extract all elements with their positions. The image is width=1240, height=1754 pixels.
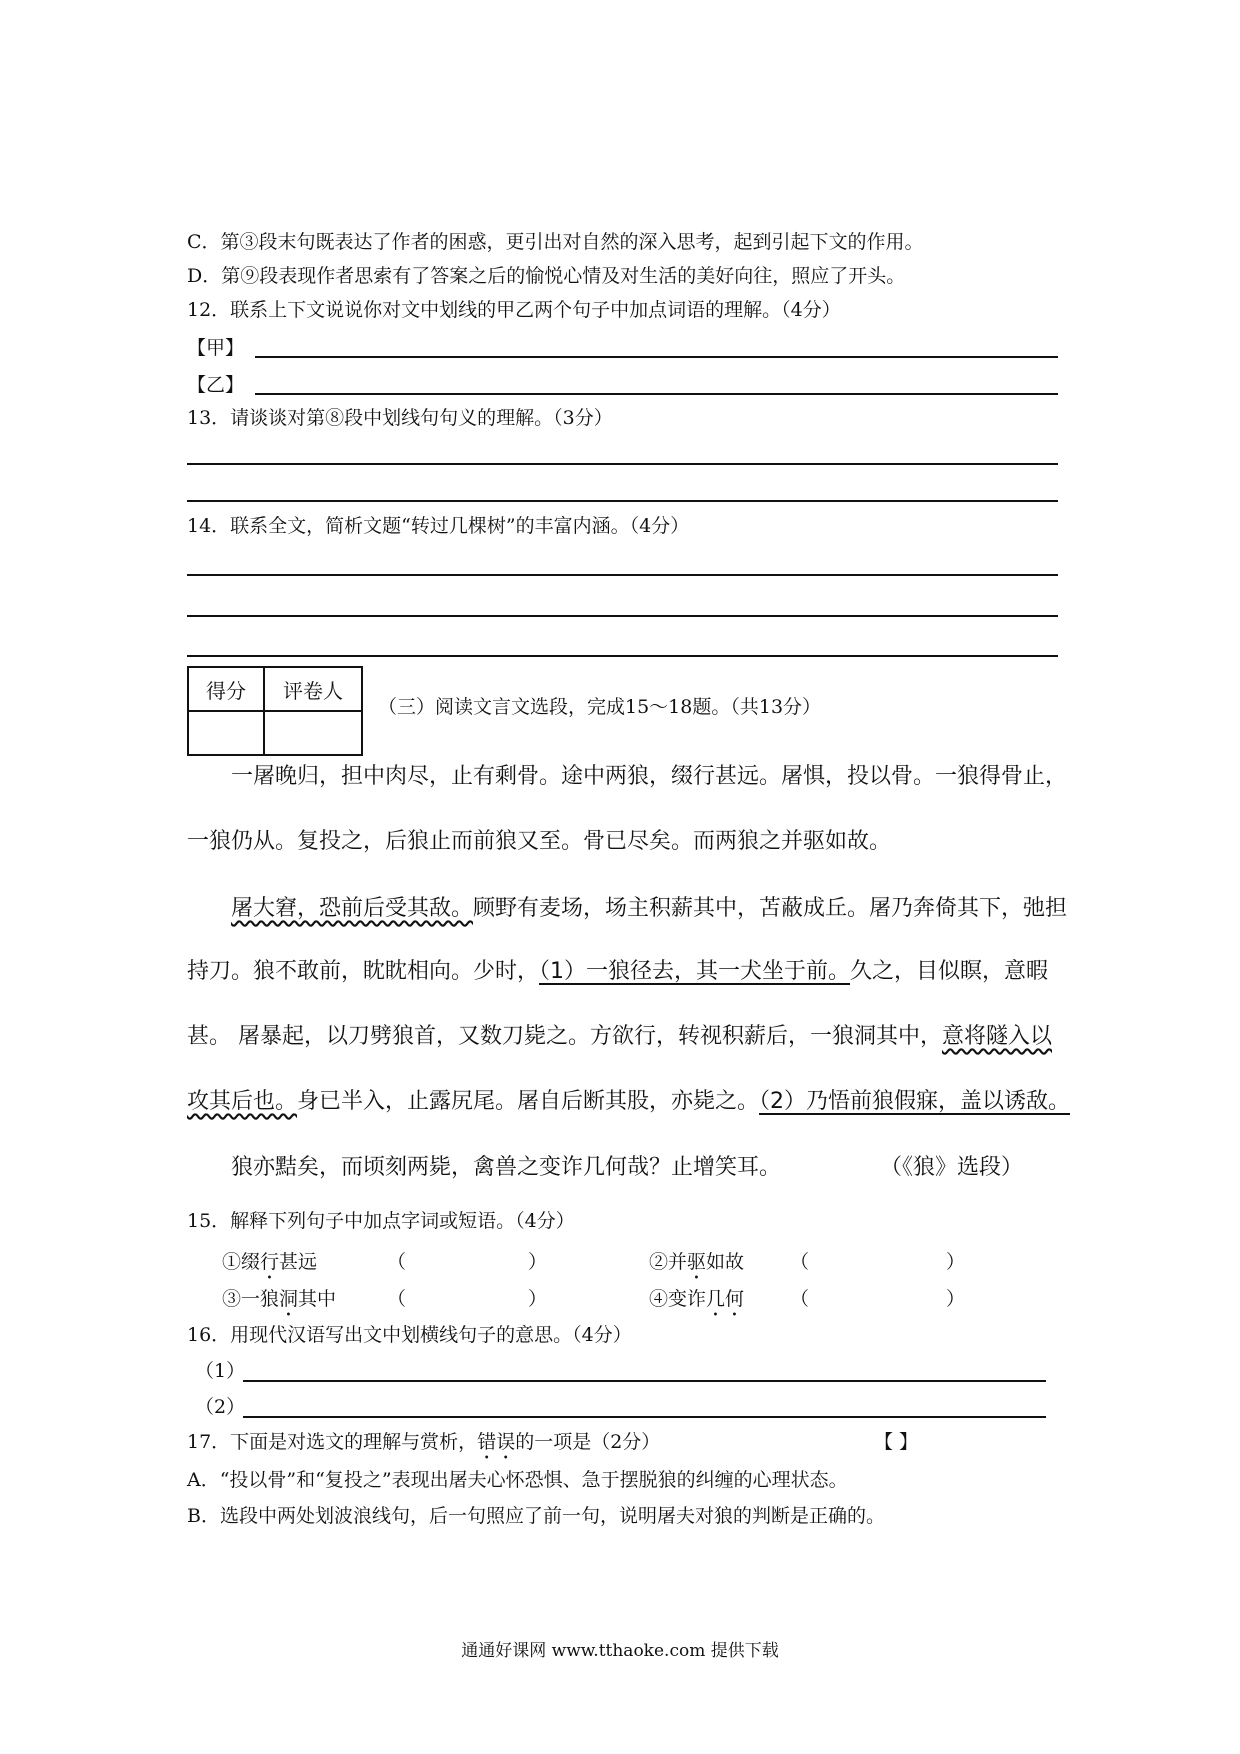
- q15-blank-3-close: ）: [528, 1288, 548, 1310]
- q16-label-1: （1）: [195, 1360, 246, 1382]
- dotted-word: 行: [260, 1251, 280, 1273]
- passage-line-3-rest: 顾野有麦场，场主积薪其中，苫蔽成丘。屠乃奔倚其下，弛担: [473, 896, 1068, 921]
- q15-blank-2-open[interactable]: （: [790, 1251, 810, 1273]
- q16-answer-line-2[interactable]: [243, 1416, 1046, 1418]
- passage-line-4: [187, 955, 1057, 989]
- q13-answer-line-2[interactable]: [187, 500, 1058, 502]
- q17-option-b: B．选段中两处划波浪线句，后一句照应了前一句，说明屠夫对狼的判断是正确的。: [187, 1505, 885, 1527]
- passage-line-6: [187, 1085, 1071, 1119]
- q12-answer-line-jia[interactable]: [255, 356, 1058, 358]
- q16-label-2: （2）: [195, 1396, 246, 1418]
- passage-line-1: 一屠晚归，担中肉尽，止有剩骨。途中两狼，缀行甚远。屠惧，投以骨。一狼得骨止，: [231, 764, 1068, 789]
- q15-blank-4-open[interactable]: （: [790, 1288, 810, 1310]
- page-footer: 通通好课网 www.tthaoke.com 提供下载: [461, 1641, 779, 1661]
- passage-line-4-b: 久之，目似瞑，意暇: [850, 959, 1049, 984]
- option-d: D．第⑨段表现作者思索有了答案之后的愉悦心情及对生活的美好向往，照应了开头。: [187, 265, 906, 287]
- dotted-word: 洞: [279, 1288, 299, 1310]
- q17-answer-bracket[interactable]: 【 】: [874, 1431, 919, 1453]
- passage-line-5: [187, 1020, 1057, 1054]
- passage-line-3: [187, 892, 1101, 926]
- passage-line-2: 一狼仍从。复投之，后狼止而前狼又至。骨已尽矣。而两狼之并驱如故。: [187, 829, 892, 854]
- q14-answer-line-1[interactable]: [187, 574, 1058, 576]
- q15-blank-2-close: ）: [946, 1251, 966, 1273]
- question-17: 17．下面是对选文的理解与赏析，错误的一项是（2分）: [187, 1431, 661, 1453]
- score-header: 得分: [188, 667, 264, 711]
- underlined-sentence-1: （1）一狼径去，其一犬坐于前。: [539, 959, 851, 984]
- question-16: 16．用现代汉语写出文中划横线句子的意思。（4分）: [187, 1324, 632, 1346]
- section-3-title: （三）阅读文言文选段，完成15～18题。（共13分）: [378, 696, 822, 718]
- q14-answer-line-3[interactable]: [187, 655, 1058, 657]
- passage-source: （《狼》选段）: [880, 1155, 1024, 1180]
- dotted-word: 几何: [706, 1288, 745, 1310]
- underlined-sentence-2: （2）乃悟前狼假寐，盖以诱敌。: [759, 1089, 1071, 1114]
- option-c: C．第③段末句既表达了作者的困惑，更引出对自然的深入思考，起到引起下文的作用。: [187, 231, 924, 253]
- grader-cell[interactable]: [264, 711, 362, 755]
- q12-label-jia: 【甲】: [187, 337, 245, 359]
- q15-blank-1-open[interactable]: （: [387, 1251, 407, 1273]
- wavy-sentence-1: 屠大窘，恐前后受其敌。: [231, 896, 474, 921]
- passage-line-7: 狼亦黠矣，而顷刻两毙，禽兽之变诈几何哉？止增笑耳。: [231, 1155, 782, 1180]
- q15-item-4: ④变诈几何: [649, 1288, 745, 1310]
- q15-item-1: ①缀行甚远: [222, 1251, 318, 1273]
- dotted-word: 错误: [477, 1431, 516, 1453]
- dotted-word: 驱: [687, 1251, 707, 1273]
- grader-header: 评卷人: [264, 667, 362, 711]
- wavy-sentence-2-part-1: 意将隧入以: [942, 1024, 1053, 1049]
- passage-line-4-a: 持刀。狼不敢前，眈眈相向。少时，: [187, 959, 540, 984]
- question-15: 15．解释下列句子中加点字词或短语。（4分）: [187, 1210, 575, 1232]
- q15-blank-1-close: ）: [528, 1251, 548, 1273]
- q15-blank-3-open[interactable]: （: [387, 1288, 407, 1310]
- q12-answer-line-yi[interactable]: [255, 393, 1058, 395]
- score-cell[interactable]: [188, 711, 264, 755]
- q15-blank-4-close: ）: [946, 1288, 966, 1310]
- q13-answer-line-1[interactable]: [187, 463, 1058, 465]
- question-13: 13．请谈谈对第⑧段中划线句句义的理解。（3分）: [187, 407, 613, 429]
- q17-option-a: A．“投以骨”和“复投之”表现出屠夫心怀恐惧、急于摆脱狼的纠缠的心理状态。: [187, 1469, 848, 1491]
- wavy-sentence-2-part-2: 攻其后也。: [187, 1089, 298, 1114]
- q15-item-3: ③一狼洞其中: [222, 1288, 337, 1310]
- q15-item-2: ②并驱如故: [649, 1251, 745, 1273]
- question-12: 12．联系上下文说说你对文中划线的甲乙两个句子中加点词语的理解。（4分）: [187, 299, 841, 321]
- question-14: 14．联系全文，简析文题“转过几棵树”的丰富内涵。（4分）: [187, 515, 690, 537]
- score-table: [187, 666, 363, 756]
- q14-answer-line-2[interactable]: [187, 615, 1058, 617]
- q12-label-yi: 【乙】: [187, 374, 245, 396]
- passage-line-6-a: 身已半入，止露尻尾。屠自后断其股，亦毙之。: [297, 1089, 760, 1114]
- passage-line-5-a: 甚。 屠暴起，以刀劈狼首，又数刀毙之。方欲行，转视积薪后，一狼洞其中，: [187, 1024, 942, 1049]
- q16-answer-line-1[interactable]: [243, 1380, 1046, 1382]
